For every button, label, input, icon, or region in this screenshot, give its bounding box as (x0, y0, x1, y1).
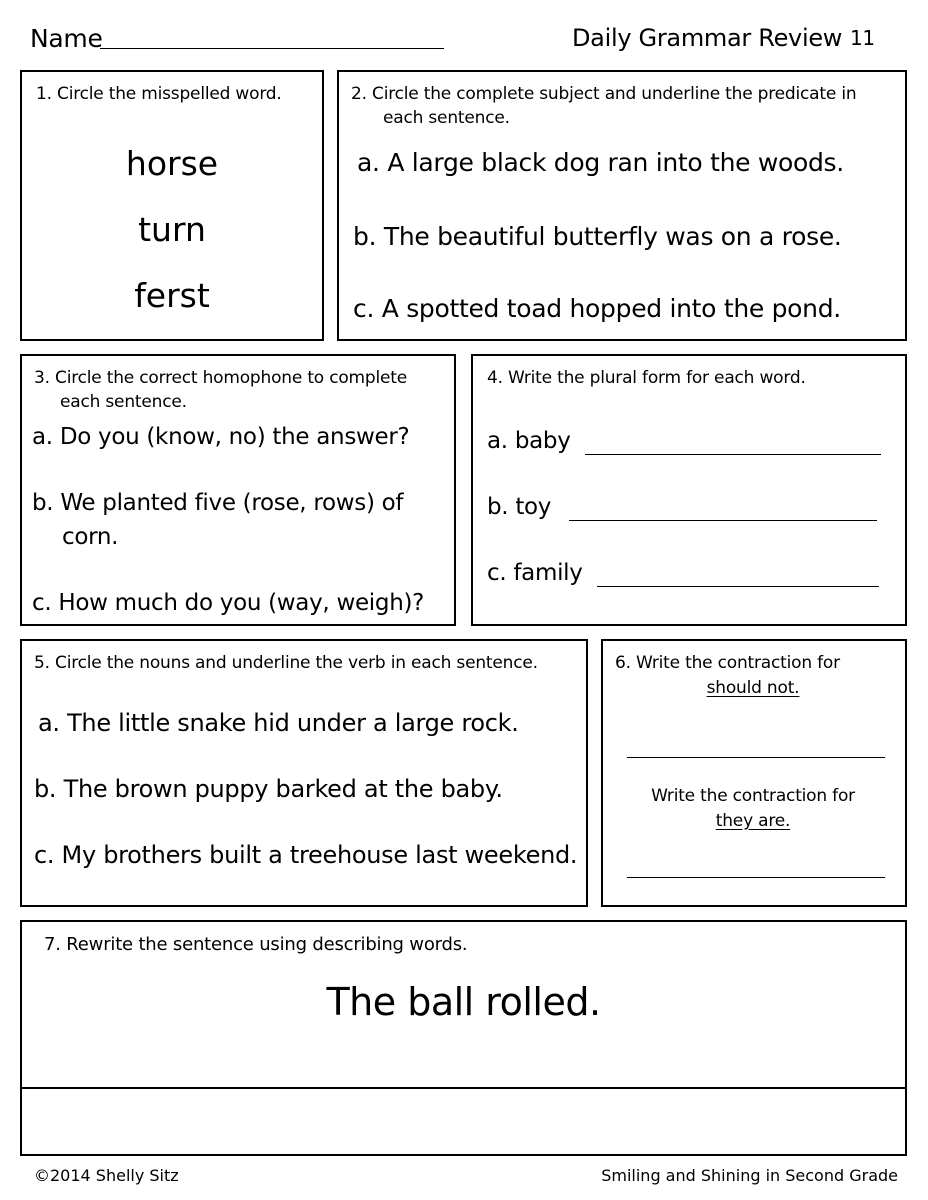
plural-answer-line[interactable] (597, 586, 879, 587)
question-6-prompt-1: 6. Write the contraction for (615, 653, 840, 673)
question-7-sentence: The ball rolled. (326, 980, 601, 1024)
question-5-box (20, 639, 588, 907)
contraction-answer-line[interactable] (627, 757, 885, 758)
question-2-prompt-line2: each sentence. (383, 108, 510, 128)
name-answer-line[interactable] (100, 48, 444, 49)
sentence-item[interactable]: a. The little snake hid under a large rock. (38, 709, 519, 737)
homophone-item-a[interactable]: a. Do you (know, no) the answer? (32, 424, 410, 450)
question-5-prompt: 5. Circle the nouns and underline the verb in each sentence. (34, 653, 538, 673)
question-6-box (601, 639, 907, 907)
homophone-item-b-line1[interactable]: b. We planted five (rose, rows) of (32, 490, 404, 516)
plural-item: c. family (487, 560, 583, 586)
homophone-item-c[interactable]: c. How much do you (way, weigh)? (32, 590, 425, 616)
word-option[interactable]: horse (125, 144, 219, 183)
plural-answer-line[interactable] (585, 454, 881, 455)
sentence-item[interactable]: c. My brothers built a treehouse last weekend. (34, 841, 578, 869)
question-6-word-1: should not. (706, 678, 800, 698)
question-6-prompt-2: Write the contraction for (651, 786, 855, 806)
credit: Smiling and Shining in Second Grade (601, 1166, 898, 1185)
worksheet-number: 11 (850, 26, 875, 50)
contraction-answer-line[interactable] (627, 877, 885, 878)
worksheet-title: Daily Grammar Review (572, 24, 843, 52)
name-label: Name (30, 24, 103, 53)
question-4-box (471, 354, 907, 626)
question-6-word-2: they are. (715, 811, 791, 831)
word-option[interactable]: turn (138, 210, 206, 249)
rewrite-divider-line[interactable] (22, 1087, 905, 1089)
homophone-item-b-line2[interactable]: corn. (62, 524, 119, 550)
plural-item: b. toy (487, 494, 552, 520)
question-7-prompt: 7. Rewrite the sentence using describing words. (44, 934, 468, 955)
question-3-prompt-line2: each sentence. (60, 392, 187, 412)
question-3-prompt-line1: 3. Circle the correct homophone to complete (34, 368, 408, 388)
copyright: ©2014 Shelly Sitz (34, 1166, 179, 1185)
sentence-item[interactable]: a. A large black dog ran into the woods. (357, 148, 844, 177)
question-2-prompt-line1: 2. Circle the complete subject and underline the predicate in (351, 84, 857, 104)
sentence-item[interactable]: c. A spotted toad hopped into the pond. (353, 294, 841, 323)
question-1-prompt: 1. Circle the misspelled word. (36, 84, 282, 104)
question-1-box (20, 70, 324, 341)
question-3-box (20, 354, 456, 626)
question-2-box (337, 70, 907, 341)
question-4-prompt: 4. Write the plural form for each word. (487, 368, 806, 388)
sentence-item[interactable]: b. The brown puppy barked at the baby. (34, 775, 503, 803)
word-option[interactable]: ferst (134, 276, 210, 315)
sentence-item[interactable]: b. The beautiful butterfly was on a rose. (353, 222, 842, 251)
question-7-box (20, 920, 907, 1156)
plural-answer-line[interactable] (569, 520, 877, 521)
plural-item: a. baby (487, 428, 571, 454)
